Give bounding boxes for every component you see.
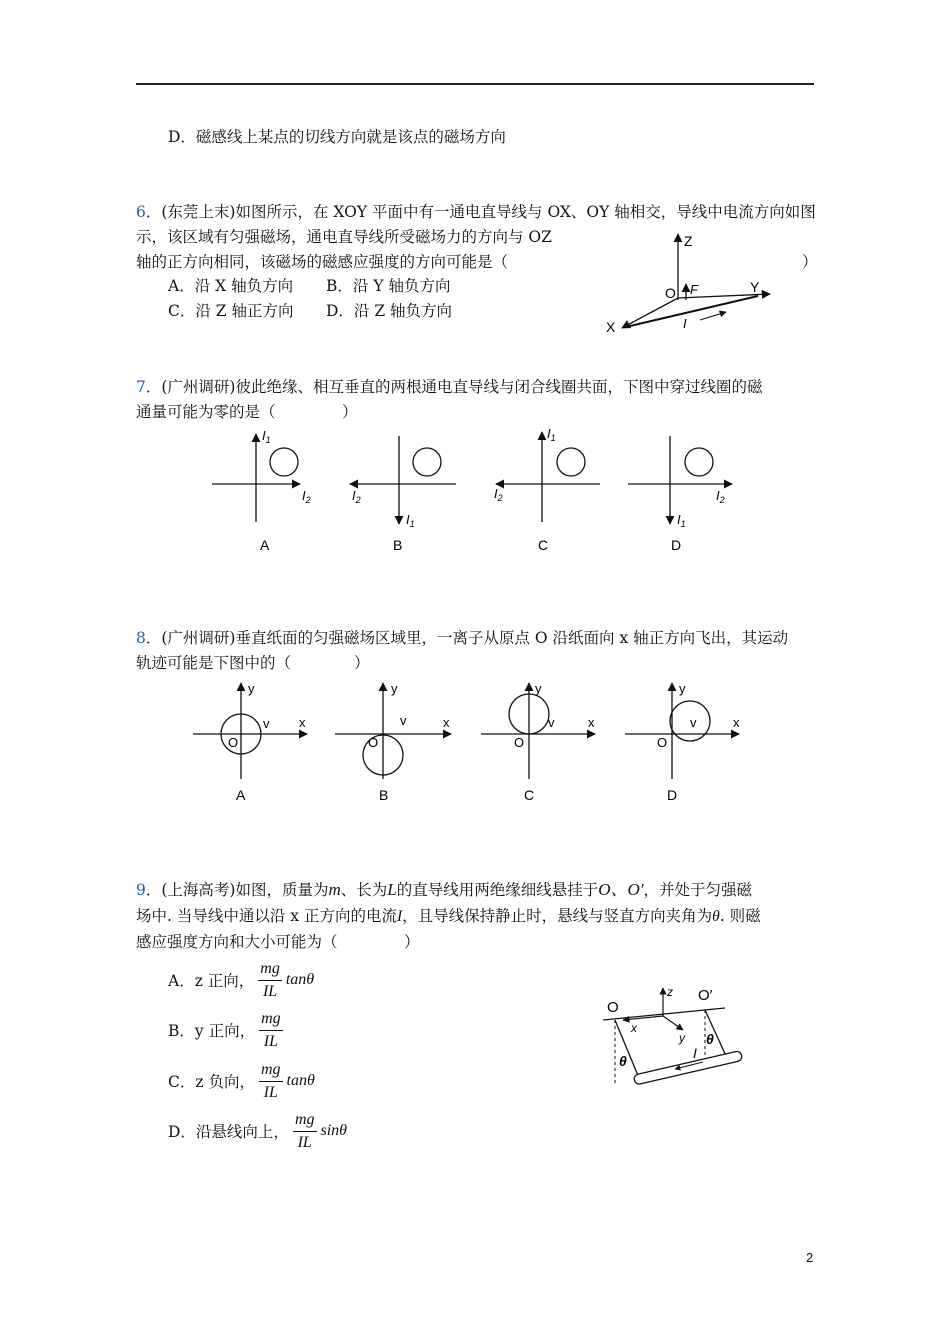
svg-text:v: v — [263, 716, 270, 731]
q8-label-c: C — [524, 787, 535, 803]
svg-text:O: O — [228, 735, 239, 750]
svg-text:θ: θ — [619, 1053, 627, 1069]
svg-text:I: I — [693, 1045, 697, 1061]
q7-paren-close: ） — [342, 403, 358, 421]
q8-diagram-b — [335, 681, 451, 803]
q9-paren-close: ） — [404, 933, 420, 951]
q6-figure — [600, 228, 790, 338]
svg-text:x: x — [588, 715, 595, 730]
svg-text:x: x — [631, 1021, 637, 1035]
svg-text:O: O — [514, 735, 525, 750]
svg-text:I2: $I_2$ — [352, 488, 361, 505]
svg-text:y: y — [391, 681, 398, 696]
q7-label-c: C — [538, 537, 549, 553]
q6-paren-close: ） — [802, 253, 818, 271]
q6-number: 6 — [136, 203, 146, 221]
q9-option-a: A．z 正向， $\frac{mg}{IL}$ tanθ — [168, 959, 315, 1000]
q7-text1: ．(广州调研)彼此绝缘、相互垂直的两根通电直导线与闭合线圈共面，下图中穿过线圈的磁 — [145, 378, 763, 396]
q6-text1: ．(东莞上末)如图所示，在 XOY 平面中有一通电直导线与 OX、OY 轴相交，导线中电流方向如图 — [145, 203, 816, 221]
svg-text:y: y — [679, 1031, 685, 1045]
svg-text:z: z — [667, 985, 673, 999]
q8-diagram-d — [625, 681, 740, 803]
svg-text:y: y — [248, 681, 255, 696]
svg-text:I1: $I_1$ — [677, 512, 686, 529]
q6-option-b: B．沿 Y 轴负方向 — [326, 277, 451, 295]
svg-text:x: x — [733, 715, 740, 730]
q6-label-i: I — [683, 316, 687, 331]
svg-text:I1: $I_1$ — [262, 428, 271, 445]
q8-text1: ．(广州调研)垂直纸面的匀强磁场区域里，一离子从原点 O 沿纸面向 x 轴正方向飞出，其运动 — [145, 629, 789, 647]
svg-text:O: O — [368, 735, 379, 750]
q7-figures — [200, 420, 740, 560]
q6-current-arrow — [700, 312, 726, 320]
q8-diagram-a — [193, 681, 307, 803]
q6-line3: 轴的正方向相同，该磁场的磁感应强度的方向可能是（ — [136, 253, 509, 271]
q9-line1: 9．(上海高考)如图，质量为m、长为L的直导线用两绝缘细线悬挂于O、O′，并处于匀强磁 — [136, 880, 753, 899]
q6-wire — [630, 296, 758, 326]
q8-label-d: D — [667, 787, 678, 803]
q7-line1 — [136, 374, 762, 400]
q7-label-b: B — [393, 537, 403, 553]
q7-label-d: D — [671, 537, 682, 553]
q8-label-b: B — [379, 787, 389, 803]
q7-diagram-b — [350, 436, 456, 553]
q9-line2: 场中. 当导线中通以沿 x 正方向的电流I，且导线保持静止时，悬线与竖直方向夹角为θ. 则磁 — [136, 907, 761, 925]
q8-diagram-c — [481, 681, 595, 803]
q6-label-y: Y — [750, 279, 760, 295]
svg-text:I2: $I_2$ — [494, 486, 503, 503]
q9-option-d: D．沿悬线向上， $\frac{mg}{IL}$ sinθ — [168, 1110, 348, 1151]
q6-option-c: C．沿 Z 轴正方向 — [168, 302, 294, 320]
q9-label-o: O — [607, 999, 619, 1016]
q8-line1 — [136, 625, 788, 651]
svg-text:v: v — [690, 715, 697, 730]
q9-figure — [595, 978, 760, 1093]
header-rule — [136, 83, 814, 85]
q7-label-a: A — [260, 537, 270, 553]
q9-label-o-prime: O′ — [698, 987, 713, 1004]
q9-number: 9 — [136, 881, 146, 899]
svg-text:v: v — [400, 713, 407, 728]
q7-line2: 通量可能为零的是（ — [136, 403, 276, 421]
svg-text:I1: $I_1$ — [547, 426, 556, 443]
q7-diagram-c — [494, 426, 600, 553]
svg-text:θ: θ — [706, 1031, 714, 1047]
q8-line2: 轨迹可能是下图中的（ — [136, 654, 292, 672]
q8-label-a: A — [236, 787, 246, 803]
q6-label-f: F — [690, 282, 698, 297]
q6-option-d: D．沿 Z 轴负方向 — [326, 302, 453, 320]
q6-line1 — [136, 199, 816, 225]
svg-text:v: v — [548, 715, 555, 730]
svg-text:I2: $I_2$ — [716, 488, 725, 505]
q6-option-a: A．沿 X 轴负方向 — [168, 277, 294, 295]
svg-text:x: x — [443, 715, 450, 730]
q5-option-d: D．磁感线上某点的切线方向就是该点的磁场方向 — [168, 128, 506, 146]
svg-text:y: y — [679, 681, 686, 696]
q6-label-z: Z — [684, 233, 693, 249]
q9-option-b: B．y 正向， $\frac{mg}{IL}$ — [168, 1009, 281, 1050]
q8-number: 8 — [136, 629, 146, 647]
svg-text:y: y — [535, 681, 542, 696]
q8-paren-close: ） — [354, 654, 370, 672]
q7-diagram-a — [212, 428, 311, 553]
svg-text:O: O — [657, 735, 668, 750]
q9-option-c: C．z 负向， $\frac{mg}{IL}$ tanθ — [168, 1060, 315, 1101]
q6-line2: 示，该区域有匀强磁场，通电直导线所受磁场力的方向与 OZ — [136, 228, 552, 246]
svg-text:I2: $I_2$ — [302, 488, 311, 505]
q7-number: 7 — [136, 378, 146, 396]
svg-text:x: x — [299, 715, 306, 730]
q7-diagram-d — [628, 436, 732, 553]
q6-label-o: O — [665, 285, 676, 301]
page-number: 2 — [806, 1250, 814, 1265]
svg-text:I1: $I_1$ — [406, 512, 415, 529]
q8-figures — [185, 675, 755, 810]
q6-x-axis — [622, 298, 678, 328]
q9-line3: 感应强度方向和大小可能为（ — [136, 933, 338, 951]
q6-label-x: X — [606, 319, 616, 335]
